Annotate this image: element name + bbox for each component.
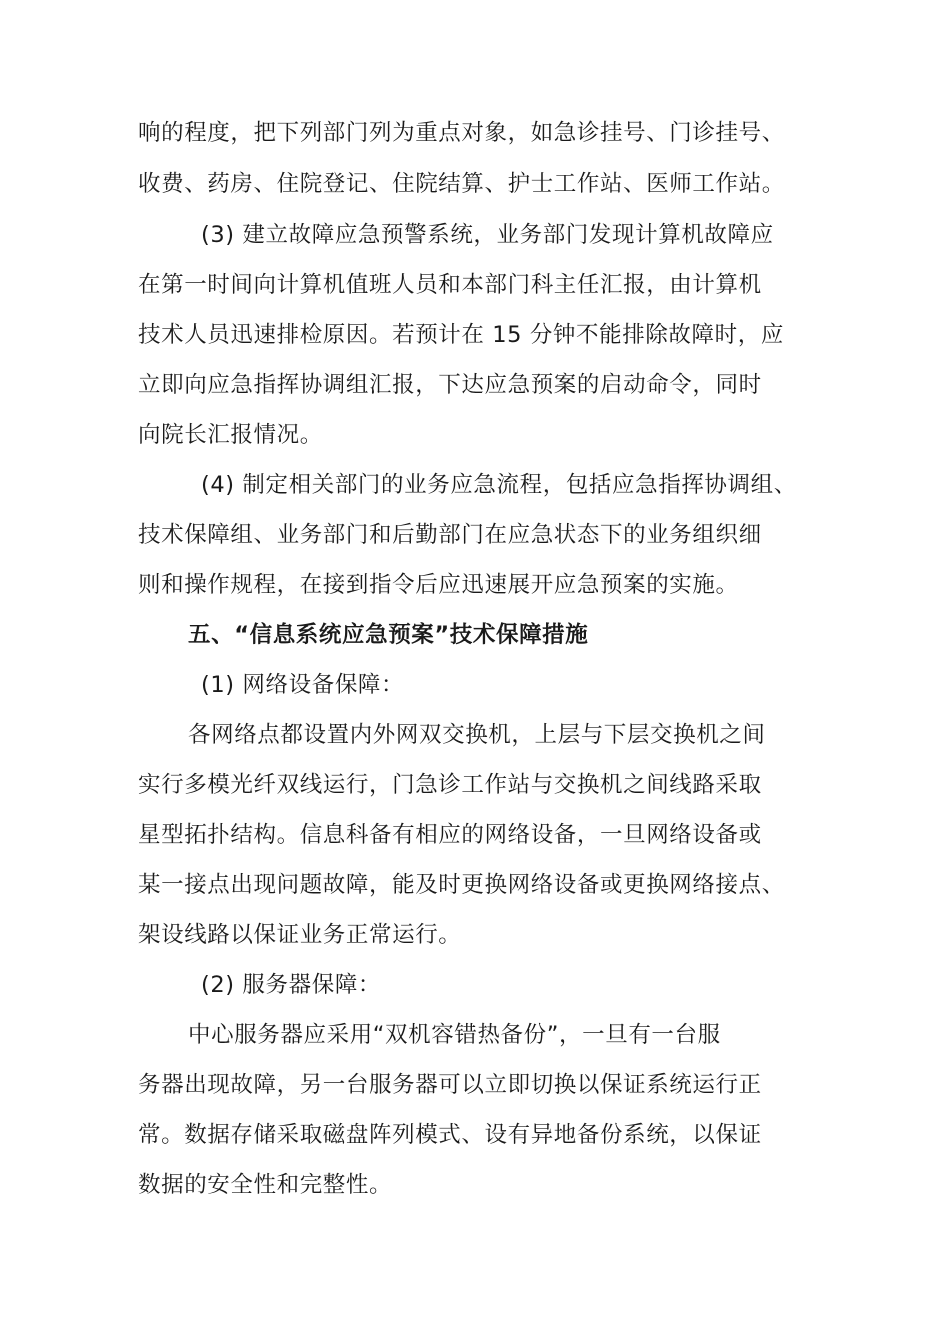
paragraph-line: 某一接点出现问题故障，能及时更换网络设备或更换网络接点、 xyxy=(138,872,785,898)
paragraph-line: 向院长汇报情况。 xyxy=(138,422,323,448)
paragraph-line: 立即向应急指挥协调组汇报，下达应急预案的启动命令，同时 xyxy=(138,372,762,398)
paragraph-line: 星型拓扑结构。信息科备有相应的网络设备，一旦网络设备或 xyxy=(138,822,762,848)
paragraph-line: 务器出现故障，另一台服务器可以立即切换以保证系统运行正 xyxy=(138,1072,762,1098)
section-heading: 五、“信息系统应急预案”技术保障措施 xyxy=(188,622,589,648)
paragraph-line: 常。数据存储采取磁盘阵列模式、设有异地备份系统，以保证 xyxy=(138,1122,762,1148)
paragraph-line: 技术保障组、业务部门和后勤部门在应急状态下的业务组织细 xyxy=(138,522,762,548)
subsection-heading: (1) 网络设备保障： xyxy=(201,672,405,698)
paragraph-line: 在第一时间向计算机值班人员和本部门科主任汇报，由计算机 xyxy=(138,272,762,298)
paragraph-line: 响的程度，把下列部门列为重点对象，如急诊挂号、门诊挂号、 xyxy=(138,120,785,146)
paragraph-line: 收费、药房、住院登记、住院结算、护士工作站、医师工作站。 xyxy=(138,171,785,197)
paragraph-line: 实行多模光纤双线运行，门急诊工作站与交换机之间线路采取 xyxy=(138,772,762,798)
paragraph-line: 数据的安全性和完整性。 xyxy=(138,1172,393,1198)
paragraph-line: (3) 建立故障应急预警系统，业务部门发现计算机故障应 xyxy=(201,222,774,248)
subsection-heading: (2) 服务器保障： xyxy=(201,972,382,998)
paragraph-line: 架设线路以保证业务正常运行。 xyxy=(138,922,462,948)
paragraph-line: 则和操作规程，在接到指令后应迅速展开应急预案的实施。 xyxy=(138,572,739,598)
paragraph-line: 中心服务器应采用“双机容错热备份”，一旦有一台服 xyxy=(188,1022,721,1048)
paragraph-line: 各网络点都设置内外网双交换机，上层与下层交换机之间 xyxy=(188,722,766,748)
paragraph-line: (4) 制定相关部门的业务应急流程，包括应急指挥协调组、 xyxy=(201,472,797,498)
paragraph-line: 技术人员迅速排检原因。若预计在 15 分钟不能排除故障时，应 xyxy=(138,322,784,348)
